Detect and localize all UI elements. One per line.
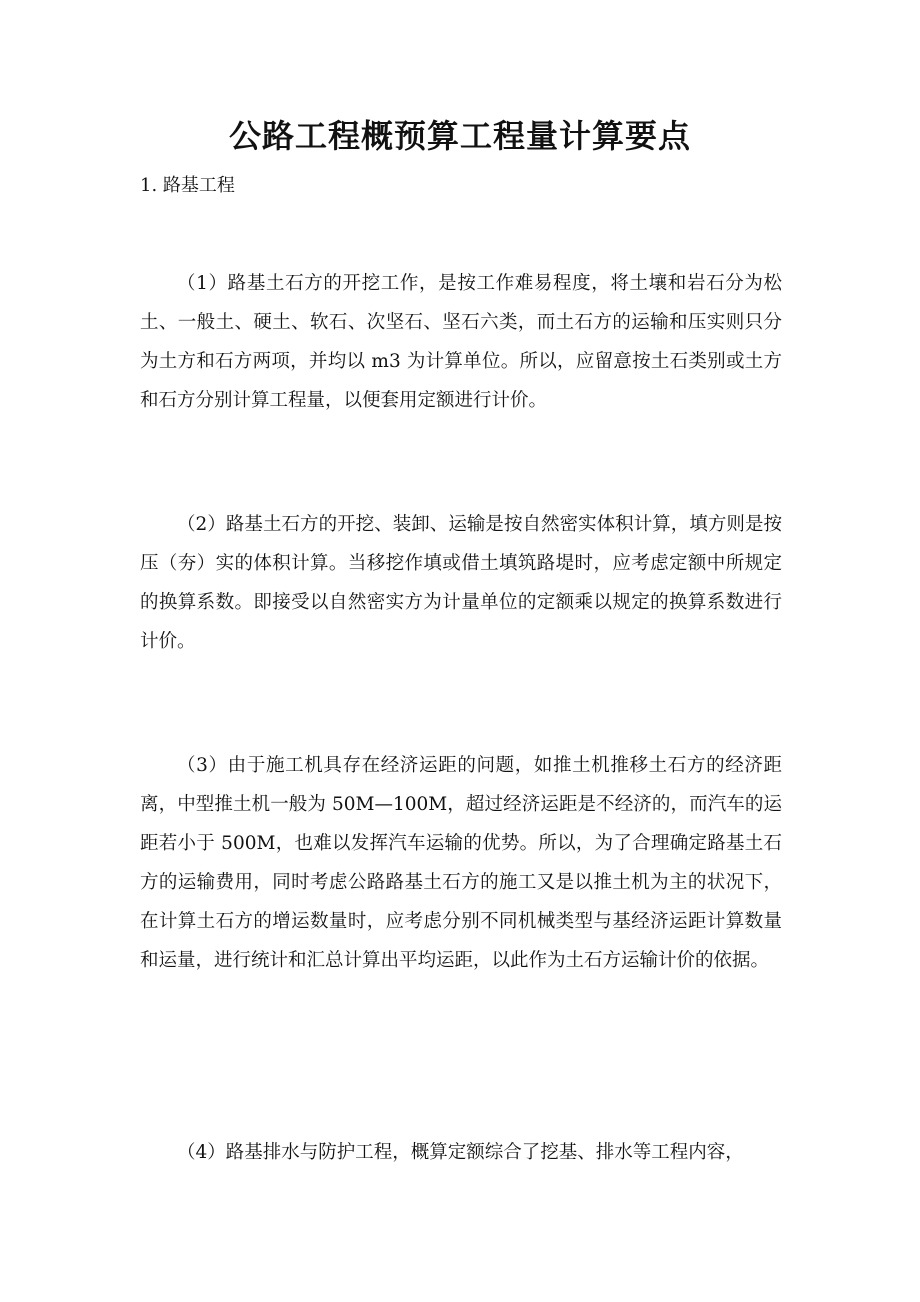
paragraph-3: （3）由于施工机具存在经济运距的问题，如推土机推移土石方的经济距离，中型推土机一般为 50M—100M，超过经济运距是不经济的，而汽车的运距若小于 500M，也难以发挥汽车运输的优势。所以，为了合理确定路基土石方的运输费用，同时考虑公路路基土石方的施工又是以推土机为主的状况下，在计算土石方的增运数量时，应考虑分别不同机械类型与基经济运距计算数量和运量，进行统计和汇总计算出平均运距，以此作为土石方运输计价的依据。 <box>140 755 782 971</box>
paragraph-1: （1）路基土石方的开挖工作，是按工作难易程度，将土壤和岩石分为松土、一般土、硬土、软石、次坚石、坚石六类，而土石方的运输和压实则只分为土方和石方两项，并均以 m3 为计算单位。所以，应留意按土石类别或土方和石方分别计算工程量，以便套用定额进行计价。 <box>140 273 782 411</box>
page-title: 公路工程概预算工程量计算要点 <box>228 117 691 155</box>
paragraph-2: （2）路基土石方的开挖、装卸、运输是按自然密实体积计算，填方则是按压（夯）实的体积计算。当移挖作填或借土填筑路堤时，应考虑定额中所规定的换算系数。即接受以自然密实方为计量单位的定额乘以规定的换算系数进行计价。 <box>140 514 782 652</box>
paragraph-4: （4）路基排水与防护工程，概算定额综合了挖基、排水等工程内容， <box>177 1142 744 1163</box>
section-heading: 1. 路基工程 <box>140 175 235 196</box>
